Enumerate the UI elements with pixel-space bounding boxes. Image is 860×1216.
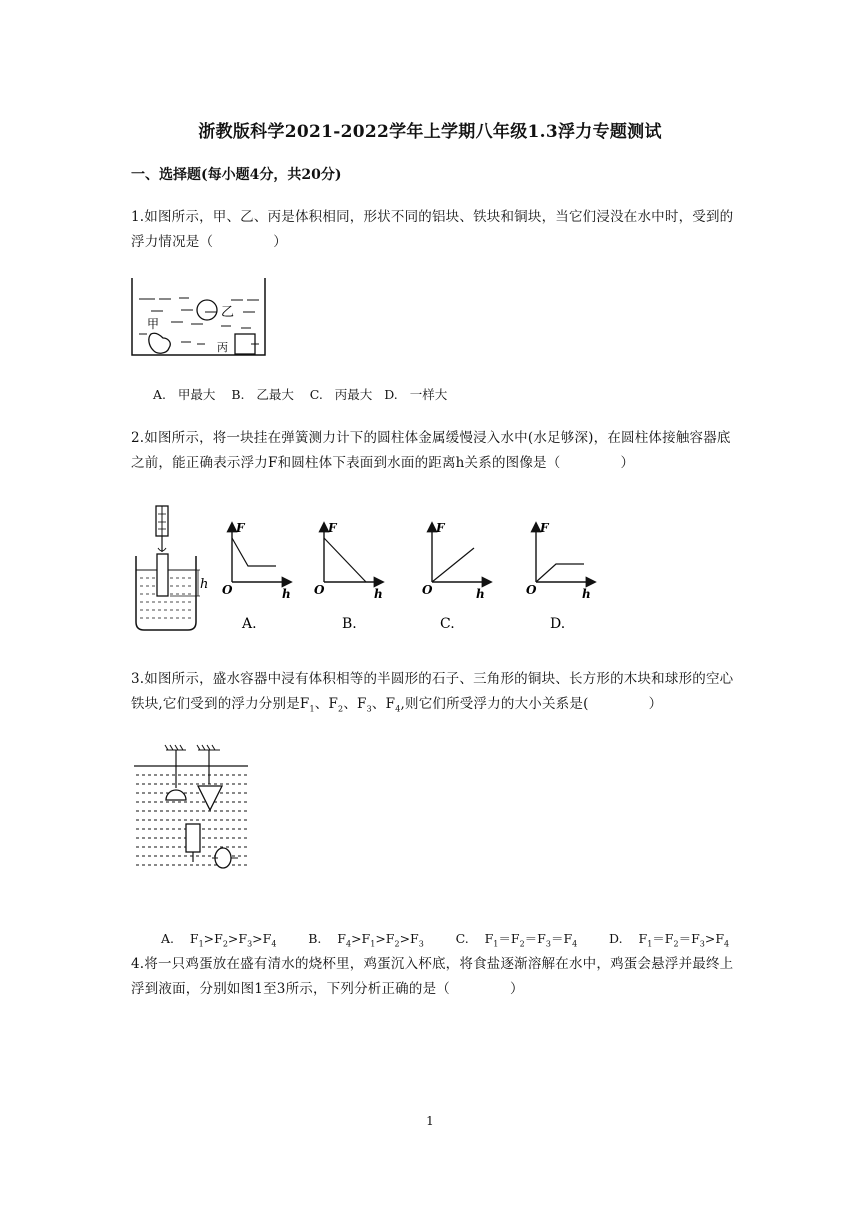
graph-b: [314, 521, 383, 632]
question-1-figure: [131, 276, 267, 358]
graph-a-label: A.: [242, 616, 257, 632]
graph-a-h-label: h: [282, 587, 291, 601]
ceiling-supports: [165, 745, 220, 750]
question-1-paren-close: ）: [273, 234, 287, 250]
semicircle-stone: [166, 790, 186, 800]
graph-b-label: B.: [342, 616, 357, 632]
label-bing: 丙: [217, 341, 228, 354]
option-c-expr: $F_1=F_2=F_3=F_4$: [484, 931, 578, 949]
irregular-block-jia: [149, 333, 170, 353]
sub-4: 4: [395, 704, 401, 714]
question-4: [131, 952, 741, 1002]
sphere-yi: [197, 300, 217, 320]
graph-c-o-label: O: [422, 583, 433, 597]
graph-d: [526, 521, 594, 632]
option-d-expr: $F_1=F_2=F_3>F_4$: [638, 931, 730, 949]
sub-1: 1: [309, 704, 315, 714]
h-label: h: [200, 577, 208, 592]
page-title: 浙教版科学2021-2022学年上学期八年级1.3浮力专题测试: [198, 122, 662, 142]
question-3-figure: [132, 744, 252, 876]
graph-b-f-label: F: [328, 521, 337, 535]
label-jia: 甲: [147, 317, 160, 331]
q3-part-e: ,则它们所受浮力的大小关系是(: [400, 696, 589, 712]
question-2-text: 2.如图所示，将一块挂在弹簧测力计下的圆柱体金属缓慢浸入水中(水足够深)，在圆柱体接触容器底之前，能正确表示浮力F和圆柱体下表面到水面的距离h关系的图像是（: [131, 430, 731, 471]
question-2-apparatus: [128, 504, 208, 634]
page-number: 1: [426, 1114, 434, 1128]
q3-part-b: 、F: [314, 696, 339, 712]
graph-d-curve: [536, 564, 584, 582]
triangle-copper: [198, 786, 222, 810]
option-a-expr: $F_1>F_2>F_3>F_4$: [189, 931, 277, 949]
option-a-letter: A.: [160, 931, 174, 946]
question-1-options: A. 甲最大 B. 乙最大 C. 丙最大 D. 一样大: [153, 387, 448, 402]
graph-a-f-label: F: [236, 521, 245, 535]
sub-3: 3: [366, 704, 372, 714]
graph-b-curve: [324, 538, 366, 582]
label-yi: 乙: [221, 305, 235, 320]
question-4-paren-close: ）: [509, 981, 524, 997]
graph-a-curve: [232, 538, 276, 566]
question-3-text: 3.如图所示，盛水容器中浸有体积相等的半圆形的石子、三角形的铜块、长方形的木块和球形的空心铁块,它们受到的浮力分别是F: [131, 671, 734, 712]
graph-d-h-label: h: [582, 587, 591, 601]
graph-d-o-label: O: [526, 583, 537, 597]
option-d-letter: D.: [609, 931, 623, 946]
graph-c-h-label: h: [476, 587, 485, 601]
graph-b-h-label: h: [374, 587, 383, 601]
graph-a: [222, 521, 291, 632]
option-b-expr: $F_4>F_1>F_2>F_3$: [337, 931, 424, 949]
rectangle-wood: [186, 824, 200, 852]
graph-c-f-label: F: [436, 521, 445, 535]
graph-d-f-label: F: [540, 521, 549, 535]
question-2: [131, 426, 741, 476]
question-2-paren-close: ）: [620, 455, 635, 471]
section-heading: 一、选择题(每小题4分，共20分): [131, 167, 342, 183]
graph-a-o-label: O: [222, 583, 233, 597]
option-c-letter: C.: [455, 931, 469, 946]
question-1: [131, 205, 741, 255]
graph-b-o-label: O: [314, 583, 325, 597]
graph-d-label: D.: [550, 616, 566, 632]
graph-c-label: C.: [440, 616, 455, 632]
q3-part-d: 、F: [371, 696, 396, 712]
question-3: [131, 667, 741, 722]
question-3-options: [153, 914, 729, 949]
q3-part-c: 、F: [343, 696, 367, 712]
graph-c-curve: [432, 548, 474, 582]
question-3-paren-close: ）: [648, 696, 663, 712]
sub-2: 2: [338, 704, 344, 714]
option-b-letter: B.: [308, 931, 322, 946]
cylinder: [157, 554, 168, 596]
question-1-text: 1.如图所示，甲、乙、丙是体积相同，形状不同的铝块、铁块和铜块，当它们浸没在水中时，受到的浮力情况是（: [131, 209, 734, 250]
question-2-graphs: [220, 518, 610, 634]
graph-c: [422, 521, 490, 632]
question-4-text: 4.将一只鸡蛋放在盛有清水的烧杯里，鸡蛋沉入杯底，将食盐逐渐溶解在水中，鸡蛋会悬浮并最终上浮到液面，分别如图1至3所示，下列分析正确的是（: [131, 956, 734, 997]
